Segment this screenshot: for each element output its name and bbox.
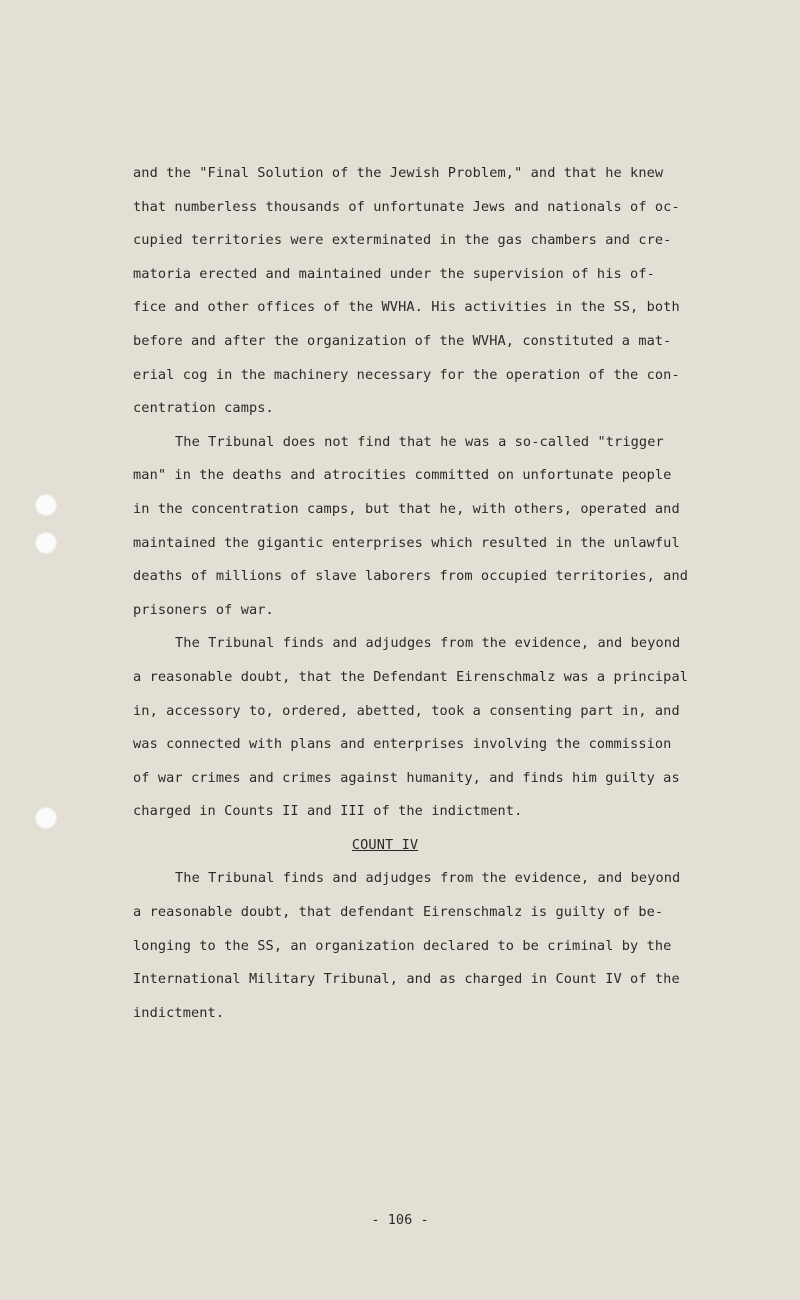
paragraph-4 — [133, 862, 703, 1030]
paragraph-2 — [133, 426, 703, 628]
text-line: erial cog in the machinery necessary for the operation of the con- — [133, 366, 680, 383]
text-line: man" in the deaths and atrocities committed on unfortunate people — [133, 467, 672, 484]
text-line: before and after the organization of the WVHA, constituted a mat- — [133, 332, 672, 349]
text-line: The Tribunal finds and adjudges from the evidence, and beyond — [175, 635, 681, 652]
text-line: prisoners of war. — [133, 601, 274, 618]
page-number: - 106 - — [371, 1212, 429, 1228]
text-line: deaths of millions of slave laborers from occupied territories, and — [133, 568, 689, 585]
text-line: fice and other offices of the WVHA. His activities in the SS, both — [133, 299, 680, 316]
paragraph-3 — [133, 627, 703, 829]
text-line: in the concentration camps, but that he, with others, operated and — [133, 500, 680, 517]
text-line: in, accessory to, ordered, abetted, took a consenting part in, and — [133, 702, 680, 719]
text-line: The Tribunal does not find that he was a so-called "trigger — [175, 433, 664, 450]
text-line: a reasonable doubt, that defendant Eirenschmalz is guilty of be- — [133, 904, 664, 921]
text-line: longing to the SS, an organization declared to be criminal by the — [133, 937, 672, 954]
text-line: International Military Tribunal, and as charged in Count IV of the — [133, 971, 680, 988]
text-line: matoria erected and maintained under the supervision of his of- — [133, 265, 655, 282]
text-line: The Tribunal finds and adjudges from the evidence, and beyond — [175, 870, 681, 887]
text-line: and the "Final Solution of the Jewish Problem," and that he knew — [133, 165, 664, 181]
text-line: a reasonable doubt, that the Defendant Eirenschmalz was a principal — [133, 668, 689, 685]
paragraph-1 — [133, 157, 703, 426]
punch-hole-middle — [35, 532, 57, 554]
text-line: centration camps. — [133, 400, 274, 417]
text-line: of war crimes and crimes against humanity, and finds him guilty as — [133, 769, 680, 786]
section-heading: COUNT IV — [351, 836, 419, 853]
text-line: charged in Counts II and III of the indictment. — [133, 803, 523, 820]
text-line: that numberless thousands of unfortunate Jews and nationals of oc- — [133, 198, 680, 215]
text-line: indictment. — [133, 1004, 225, 1021]
text-line: cupied territories were exterminated in the gas chambers and cre- — [133, 232, 672, 249]
text-line: was connected with plans and enterprises involving the commission — [133, 736, 672, 753]
punch-hole-bottom — [35, 807, 57, 829]
document-body — [133, 157, 703, 1030]
text-line: maintained the gigantic enterprises which resulted in the unlawful — [133, 534, 680, 551]
punch-hole-top — [35, 494, 57, 516]
